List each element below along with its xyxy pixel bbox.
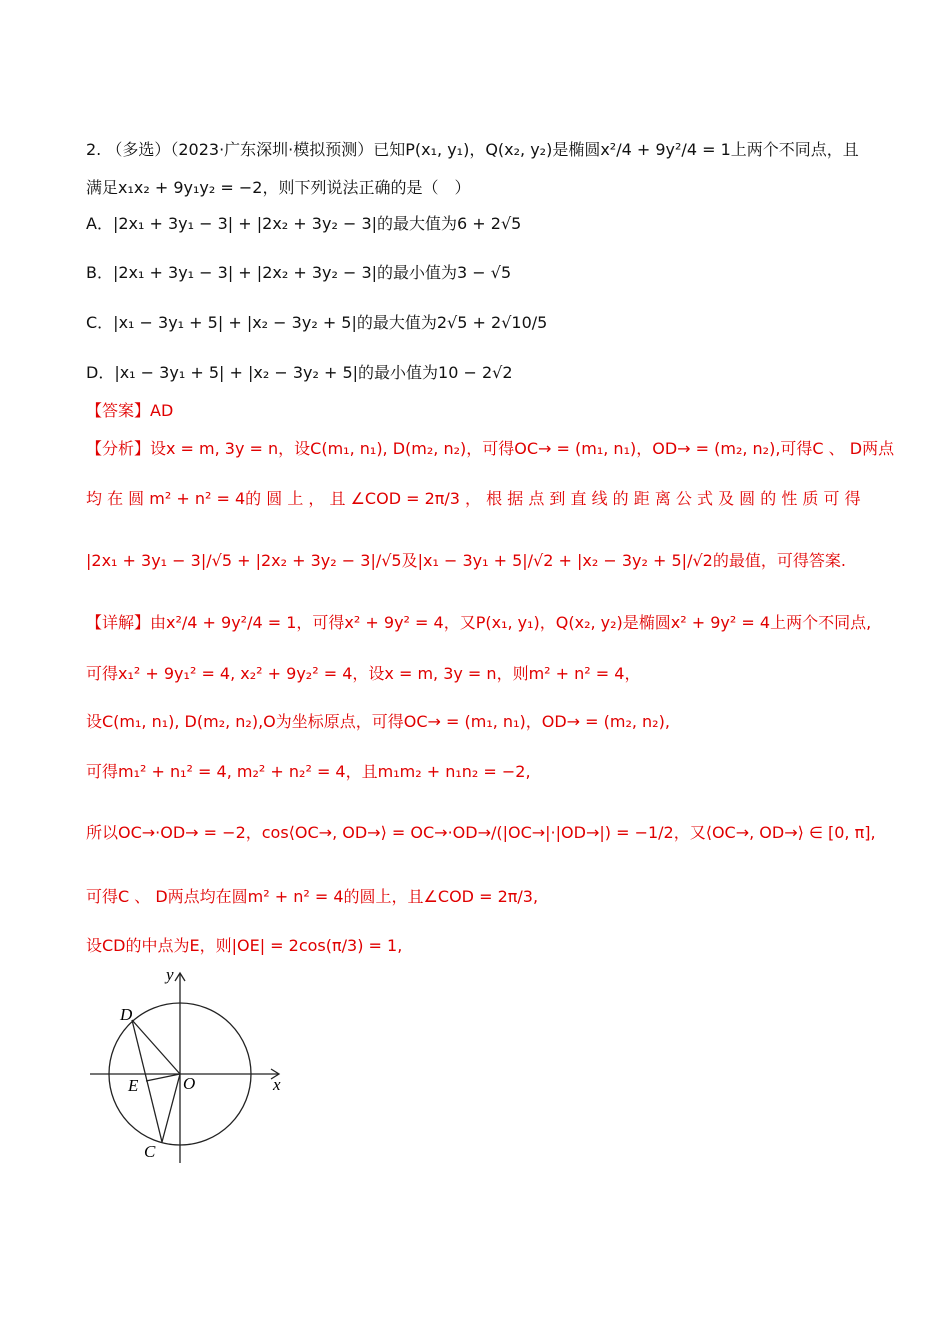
label-o: O [183,1074,196,1093]
label-c: C [144,1142,156,1161]
option-d: D．|x₁ − 3y₁ + 5| + |x₂ − 3y₂ + 5|的最小值为10 − 2√2 [86,363,513,382]
detail-line-4: 可得m₁² + n₁² = 4, m₂² + n₂² = 4，且m₁m₂ + n₁n₂ = −2, [86,762,531,781]
analysis-line-1: 【分析】设x = m, 3y = n，设C(m₁, n₁), D(m₂, n₂)，可得OC→ = (m₁, n₁)，OD→ = (m₂, n₂),可得C 、 D两点 [86,439,895,458]
detail-line-6: 可得C 、 D两点均在圆m² + n² = 4的圆上，且∠COD = 2π/3, [86,887,539,906]
detail-line-5: 所以OC→·OD→ = −2，cos⟨OC→, OD→⟩ = OC→·OD→/(|OC→|·|OD→|) = −1/2，又⟨OC→, OD→⟩ ∈ [0, π], [86,823,876,842]
label-d: D [120,1005,133,1024]
label-x: x [273,1075,281,1094]
answer-line: 【答案】AD [86,401,174,420]
label-y: y [166,965,174,984]
detail-line-1: 【详解】由x²/4 + 9y²/4 = 1，可得x² + 9y² = 4，又P(x₁, y₁)，Q(x₂, y₂)是椭圆x² + 9y² = 4上两个不同点, [86,613,872,632]
segment-oe [146,1074,180,1081]
analysis-line-3: |2x₁ + 3y₁ − 3|/√5 + |2x₂ + 3y₂ − 3|/√5及|x₁ − 3y₁ + 5|/√2 + |x₂ − 3y₂ + 5|/√2的最值，可得答案. [86,551,846,570]
question-line-1: 2. （多选）（2023·广东深圳·模拟预测）已知P(x₁, y₁)，Q(x₂, y₂)是椭圆x²/4 + 9y²/4 = 1上两个不同点，且 [86,140,859,159]
option-c: C．|x₁ − 3y₁ + 5| + |x₂ − 3y₂ + 5|的最大值为2√5 + 2√10/5 [86,313,548,332]
detail-line-3: 设C(m₁, n₁), D(m₂, n₂),O为坐标原点，可得OC→ = (m₁, n₁)，OD→ = (m₂, n₂), [86,712,670,731]
detail-line-7: 设CD的中点为E，则|OE| = 2cos(π/3) = 1, [86,936,403,955]
circle-figure [80,960,300,1170]
segment-oc [162,1074,180,1142]
option-a: A．|2x₁ + 3y₁ − 3| + |2x₂ + 3y₂ − 3|的最大值为6 + 2√5 [86,214,522,233]
label-e: E [128,1076,139,1095]
detail-line-2: 可得x₁² + 9y₁² = 4, x₂² + 9y₂² = 4，设x = m, 3y = n，则m² + n² = 4， [86,664,641,683]
option-b: B．|2x₁ + 3y₁ − 3| + |2x₂ + 3y₂ − 3|的最小值为3 − √5 [86,263,512,282]
question-line-2: 满足x₁x₂ + 9y₁y₂ = −2，则下列说法正确的是（ ） [86,178,471,197]
analysis-line-2: 均 在 圆 m² + n² = 4的 圆 上 ， 且 ∠COD = 2π/3 ， 根 据 点 到 直 线 的 距 离 公 式 及 圆 的 性 质 可 得 [86,489,861,508]
